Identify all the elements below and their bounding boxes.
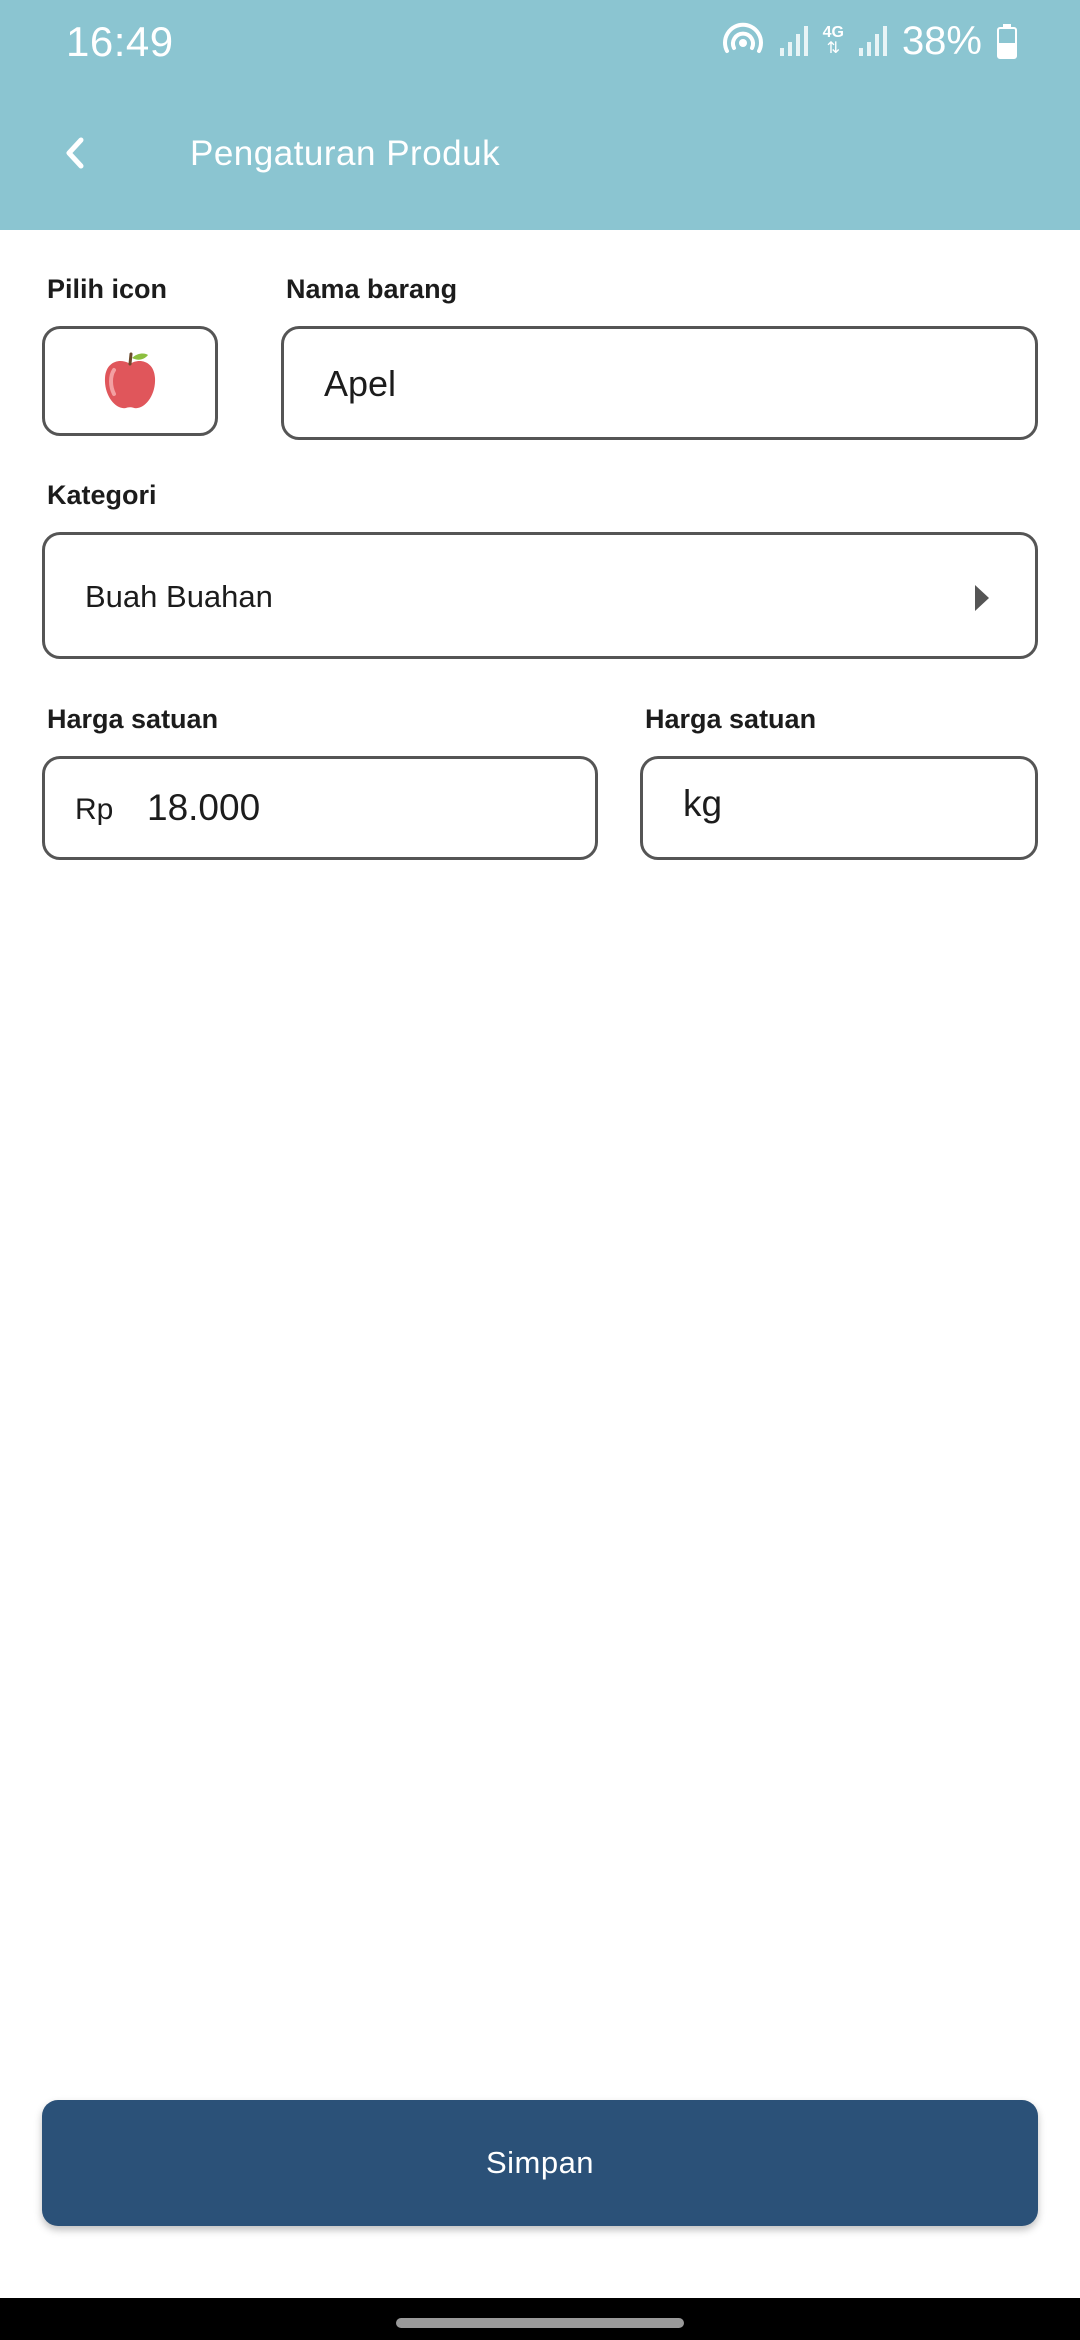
network-4g-icon [823, 25, 844, 57]
app-bar [0, 0, 1080, 230]
unit-label: Harga satuan [645, 704, 817, 734]
system-nav-bar [0, 2298, 1080, 2340]
name-value: Apel [324, 363, 397, 404]
name-label: Nama barang [286, 274, 458, 304]
signal-icon-2 [858, 24, 888, 58]
home-handle[interactable] [396, 2318, 684, 2328]
battery-percent: 38% [901, 18, 982, 63]
network-type: 4G [822, 24, 844, 41]
icon-label: Pilih icon [47, 274, 168, 304]
signal-icon [779, 24, 809, 58]
data-arrows-icon: ⇅ [826, 40, 840, 57]
apple-icon [100, 350, 160, 412]
category-value: Buah Buahan [85, 579, 273, 614]
price-value: 18.000 [147, 787, 261, 828]
price-input[interactable] [42, 756, 598, 860]
category-label: Kategori [47, 480, 157, 510]
caret-right-icon [975, 585, 989, 611]
chevron-left-icon [62, 136, 88, 170]
page-title: Pengaturan Produk [190, 134, 501, 173]
status-icons [721, 16, 1018, 66]
price-label: Harga satuan [47, 704, 219, 734]
currency-prefix: Rp [75, 793, 114, 826]
back-button[interactable] [50, 128, 100, 178]
hotspot-icon [721, 21, 765, 61]
icon-picker[interactable] [42, 326, 218, 436]
unit-value: kg [683, 783, 723, 824]
name-input[interactable] [281, 326, 1038, 440]
status-time: 16:49 [66, 18, 174, 65]
battery-icon [996, 23, 1018, 59]
unit-input[interactable] [640, 756, 1038, 860]
save-button[interactable]: Simpan [42, 2100, 1038, 2226]
category-dropdown[interactable] [42, 532, 1038, 659]
